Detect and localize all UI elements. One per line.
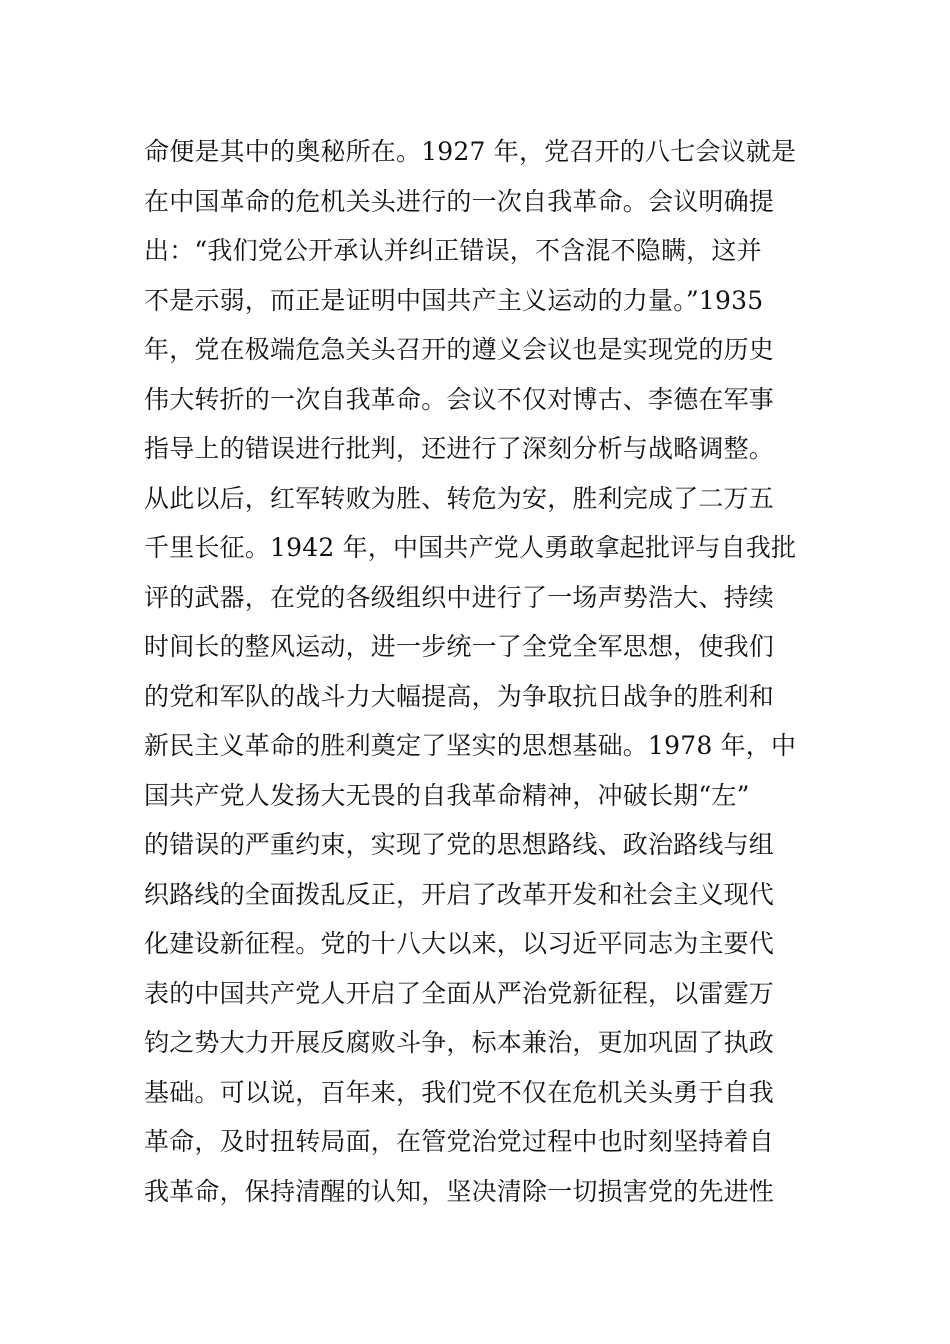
- text-line: 基础。可以说，百年来，我们党不仅在危机关头勇于自我: [144, 1077, 775, 1107]
- text-line: 从此以后，红军转败为胜、转危为安，胜利完成了二万五: [144, 483, 775, 513]
- text-line: 伟大转折的一次自我革命。会议不仅对博古、李德在军事: [144, 384, 775, 414]
- text-line: 的党和军队的战斗力大幅提高，为争取抗日战争的胜利和: [144, 681, 775, 711]
- body-paragraph: [144, 127, 814, 1216]
- text-line: 时间长的整风运动，进一步统一了全党全军思想，使我们: [144, 632, 775, 661]
- text-line: 评的武器，在党的各级组织中进行了一场声势浩大、持续: [144, 582, 775, 612]
- text-line: 织路线的全面拨乱反正，开启了改革开发和社会主义现代: [144, 879, 775, 909]
- text-line: 我革命，保持清醒的认知，坚决清除一切损害党的先进性: [144, 1176, 775, 1206]
- text-line: 命便是其中的奥秘所在。1927 年，党召开的八七会议就是: [144, 137, 797, 166]
- text-line: 出：“我们党公开承认并纠正错误，不含混不隐瞒，这并: [144, 236, 762, 265]
- text-line: 国共产党人发扬大无畏的自我革命精神，冲破长期“左”: [144, 780, 750, 810]
- text-line: 的错误的严重约束，实现了党的思想路线、政治路线与组: [144, 830, 775, 859]
- text-line: 不是示弱，而正是证明中国共产主义运动的力量。”1935: [144, 285, 764, 315]
- text-line: 年，党在极端危急关头召开的遵义会议也是实现党的历史: [144, 335, 775, 364]
- text-line: 钧之势大力开展反腐败斗争，标本兼治，更加巩固了执政: [144, 1028, 775, 1057]
- text-line: 化建设新征程。党的十八大以来，以习近平同志为主要代: [144, 929, 775, 958]
- text-line: 指导上的错误进行批判，还进行了深刻分析与战略调整。: [144, 434, 775, 463]
- text-line: 革命，及时扭转局面，在管党治党过程中也时刻坚持着自: [144, 1127, 775, 1156]
- text-line: 在中国革命的危机关头进行的一次自我革命。会议明确提: [144, 186, 775, 216]
- text-line: 表的中国共产党人开启了全面从严治党新征程，以雷霆万: [144, 978, 775, 1008]
- text-line: 新民主义革命的胜利奠定了坚实的思想基础。1978 年，中: [144, 731, 797, 760]
- text-line: 千里长征。1942 年，中国共产党人勇敢拿起批评与自我批: [144, 533, 797, 562]
